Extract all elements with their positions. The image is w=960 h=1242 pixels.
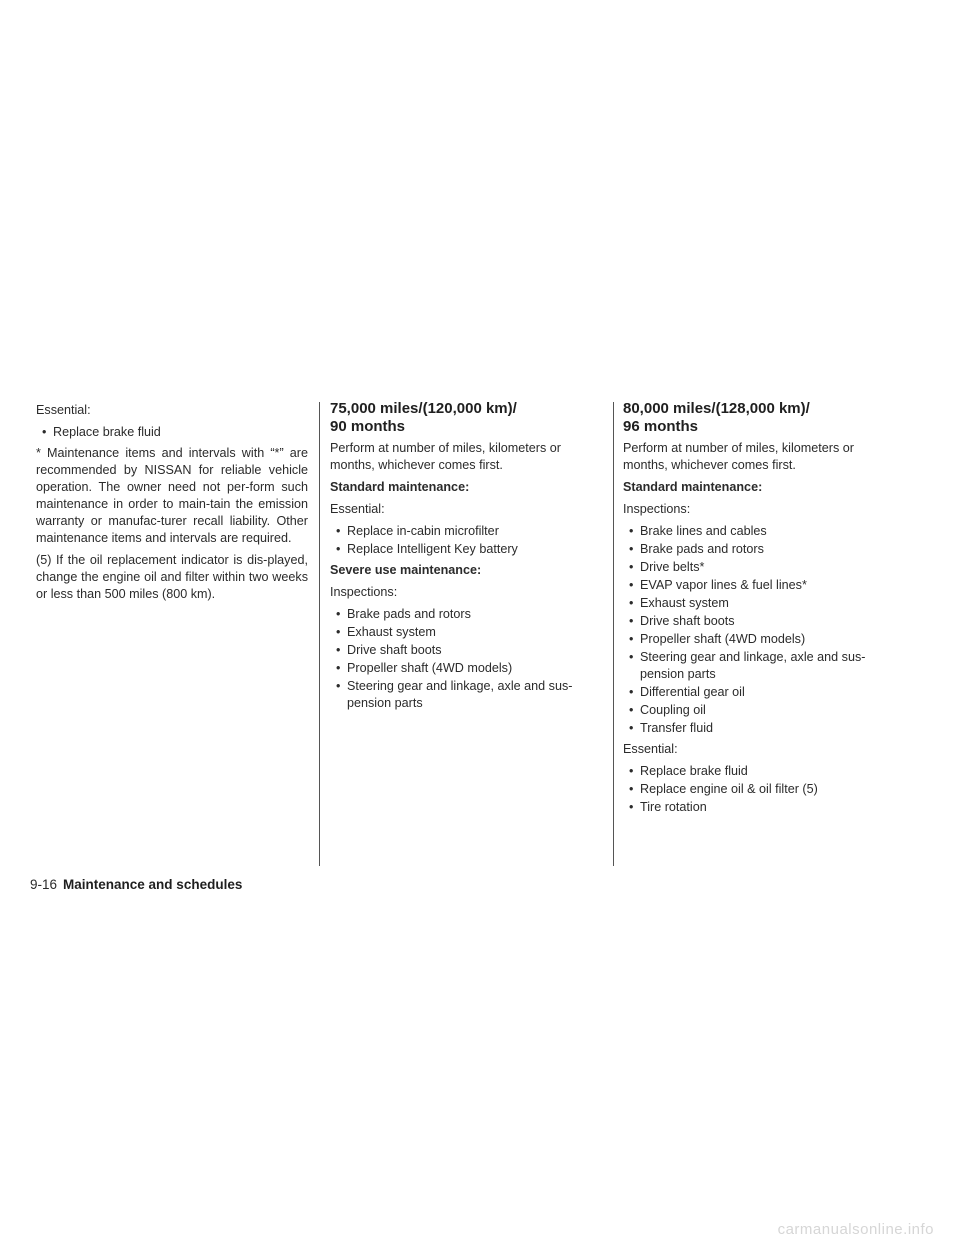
list-item: • Replace brake fluid — [623, 763, 899, 780]
section-heading-75000: 75,000 miles/(120,000 km)/ 90 months — [330, 400, 517, 435]
list-item: • Tire rotation — [623, 799, 899, 816]
essential-list — [623, 763, 899, 816]
column-divider — [613, 402, 614, 866]
page-footer — [30, 877, 242, 892]
severe-use-label: Severe use maintenance: — [330, 563, 482, 577]
list-item: • Exhaust system — [330, 624, 602, 641]
list-item: • Exhaust system — [623, 595, 899, 612]
intro-text: Perform at number of miles, kilometers or months, whichever comes first. — [623, 441, 854, 472]
list-item: • Replace engine oil & oil filter (5) — [623, 781, 899, 798]
list-item: • Replace brake fluid — [36, 424, 308, 441]
inspections-label: Inspections: — [330, 585, 398, 599]
list-item: • Steering gear and linkage, axle and sus-pension parts — [623, 649, 899, 683]
essential-label: Essential: — [623, 742, 678, 756]
asterisk-note: * Maintenance items and intervals with “*” are recommended by NISSAN for reliable vehicle operation. The owner need not per-form such maintenance in order to main-tain the emission warranty or manufac-turer recall liability. Other maintenance items and intervals are required. — [36, 446, 308, 545]
list-item: • Transfer fluid — [623, 720, 899, 737]
list-item: • Drive belts* — [623, 559, 899, 576]
list-item: • Propeller shaft (4WD models) — [623, 631, 899, 648]
list-item: • Replace Intelligent Key battery — [330, 541, 602, 558]
section-heading-80000: 80,000 miles/(128,000 km)/ 96 months — [623, 400, 810, 435]
list-item: • Brake lines and cables — [623, 523, 899, 540]
oil-indicator-footnote: (5) If the oil replacement indicator is dis-played, change the engine oil and filter within two weeks or less than 500 miles (800 km). — [36, 553, 308, 601]
list-item: • Brake pads and rotors — [623, 541, 899, 558]
list-item: • Drive shaft boots — [330, 642, 602, 659]
list-item: • EVAP vapor lines & fuel lines* — [623, 577, 899, 594]
inspections-label: Inspections: — [623, 502, 691, 516]
essential-list — [36, 424, 308, 441]
page-number: 9-16 — [30, 877, 58, 892]
section-title: Maintenance and schedules — [63, 877, 243, 892]
inspection-list — [623, 523, 899, 737]
standard-maintenance-label: Standard maintenance: — [330, 480, 470, 494]
column-divider — [319, 402, 320, 866]
essential-label: Essential: — [330, 502, 385, 516]
column-75000-miles — [330, 402, 602, 716]
list-item: • Coupling oil — [623, 702, 899, 719]
watermark: carmanualsonline.info — [777, 1221, 934, 1238]
column-80000-miles — [623, 402, 899, 820]
list-item: • Differential gear oil — [623, 684, 899, 701]
column-left — [36, 402, 308, 608]
essential-list — [330, 523, 602, 558]
inspection-list — [330, 606, 602, 712]
list-item: • Steering gear and linkage, axle and sus-pension parts — [330, 678, 602, 712]
list-item: • Drive shaft boots — [623, 613, 899, 630]
list-item: • Propeller shaft (4WD models) — [330, 660, 602, 677]
list-item: • Brake pads and rotors — [330, 606, 602, 623]
intro-text: Perform at number of miles, kilometers or months, whichever comes first. — [330, 441, 561, 472]
standard-maintenance-label: Standard maintenance: — [623, 480, 763, 494]
list-item: • Replace in-cabin microfilter — [330, 523, 602, 540]
essential-label: Essential: — [36, 403, 91, 417]
